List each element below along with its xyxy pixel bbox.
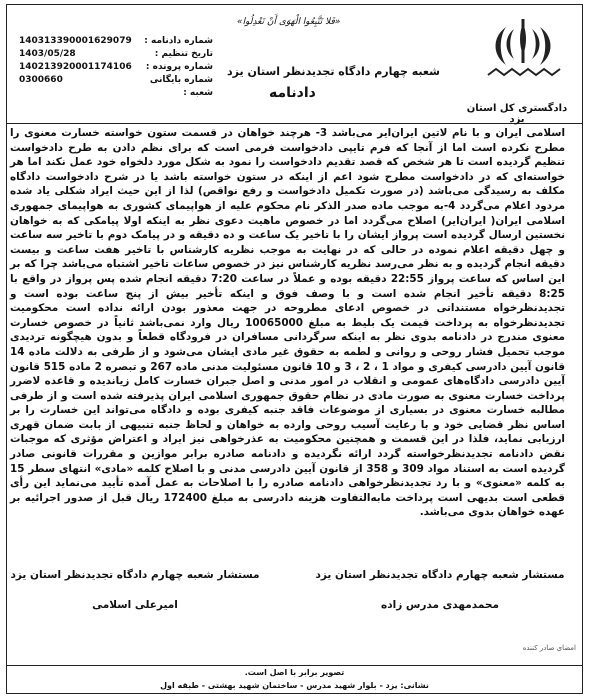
case-meta bbox=[19, 35, 213, 100]
certified-copy-note: تصویر برابر با اصل است. bbox=[244, 668, 345, 677]
signer-name: محمدمهدی مدرس زاده bbox=[381, 599, 499, 611]
signer-title: مستشار شعبه چهارم دادگاه تجدیدنظر استان یزد bbox=[10, 569, 260, 581]
issuer-signature-note: امضای صادر کننده bbox=[522, 644, 576, 652]
meta-label: شماره دادنامه : bbox=[144, 36, 213, 46]
meta-value: 140213920001174106 bbox=[19, 62, 132, 72]
meta-value: 0300660 bbox=[19, 75, 63, 85]
meta-label: شماره بایگانی شعبه : bbox=[149, 75, 213, 98]
document-title: دادنامه bbox=[269, 85, 316, 101]
signer-name: امیرعلی اسلامی bbox=[92, 599, 178, 611]
meta-row-date bbox=[19, 48, 213, 61]
document-footer bbox=[6, 665, 583, 694]
meta-row-case-number bbox=[19, 61, 213, 74]
verdict-body-text: اسلامی ایران و با نام لاتین ایران‌ایر می‌باشد 3- هرچند خواهان در قسمت ستون خواسته خسارت معنوی را مطرح نکرده است اما از آنجا که فرم تایپی دادخواست فرمی است که برای نظم دادن به طرح دادخواست تنظیم گردیده است تا هر شخص که قصد تقدیم دادخواست را نمود به شکل مورد دلخواه خود عمل نکند اما هر خواسته‌ای که در دادخواست مطرح شود اعم از اینکه در ستون خواسته باشد یا در شرح دادخواست دادگاه مکلف به رسیدگی می‌باشد (در صورت تکمیل دادخواست و رفع نواقص) لذا از این حیث ایراد شکلی یاد شده مردود اعلام می‌گردد 4-به موجب ماده صدر الذکر نام محکوم علیه از هواپیمای کشوری به هواپیمای جمهوری اسلامی ایران( ایران‌ایر) اصلاح می‌گردد اما در خصوص ماهیت دعوی نظر به اینکه اولا پیامکی که به خواهان نخستین ارسال گردیده است پرواز ایشان را با تاخیر یک ساعت و ده دقیقه و در پیامک دوم با تاخیر سه ساعت و چهل دقیقه اعلام نموده در حالی که در نهایت به موجب نظریه کارشناس با تاخیر هفت ساعت و بیست دقیقه انجام گردیده و به نظر می‌رسد نظریه کارشناس نیز در خصوص ساعات تاخیر اشتباه می‌باشد چرا که بر این اساس که ساعت پرواز 22:55 دقیقه بوده و عملاً در ساعت 7:20 دقیقه انجام شده پس پرواز در واقع با 8:25 دقیقه تأخیر انجام شده است و با وصف فوق و اینکه تأخیر بیش از پنج ساعت بوده است و تجدیدنظرخواه مستنداتی در خصوص ادعای مطروحه در جهت معذور بودن ارائه نداده است محکومیت تجدیدنظرخواه به پرداخت قیمت یک بلیط به مبلغ 10065000 ریال وارد نمی‌باشد ثانیاً در خصوص خسارت معنوی مندرج در دادنامه بدوی نظر به اینکه سرگردانی مسافران در فرودگاه قطعاً و بدون هیچگونه تردیدی موجب تحمیل فشار روحی و روانی و لطمه به حقوق غیر مادی ایشان می‌شود و از طرفی به دلالت ماده 14 قانون آیین دادرسی کیفری و مواد 1 ، 2 ، 3 و 10 قانون مسئولیت مدنی ماده 267 و تبصره 2 ماده 515 قانون آیین دادرسی دادگاه‌های عمومی و انقلاب در امور مدنی و اصل جبران خسارت کامل زیاندیده و قاعده لاضرر پرداخت خسارت معنوی به صورت مادی در نظام حقوق جمهوری اسلامی ایران پذیرفته شده است و از طرفی مطالبه خسارت معنوی در بسیاری از موضوعات فاقد جنبه کیفری بوده و دادگاه می‌تواند این خسارت را بر اساس نظر قضایی خود و با رعایت آسیب روحی وارده به خواهان و لحاظ جنبه تنبیهی از بابت ضمان قهری ارزیابی نماید، فلذا در این قسمت و همچنین محکومیت به عذرخواهی نیز ایراد و اعتراض مؤثری که موجبات نقض دادنامه تجدیدنظرخواسته گردد ارائه نگردیده و دادنامه صادره برابر موازین و مقررات قانونی صادر گردیده است به استناد مواد 309 و 358 از قانون آیین دادرسی مدنی و با اصلاح کلمه «مادی» انتهای سطر 15 به کلمه «معنوی» و با رد تجدیدنظرخواهی دادنامه صادره را با اصلاحات به عمل آمده تأیید می‌نماید این رأی قطعی است بدیهی است پرداخت مابه‌التفاوت هزینه دادرسی به مبلغ 172400 ریال قبل از صدور اجرائیه بر عهده خواهان بدوی می‌باشد. bbox=[10, 127, 566, 519]
meta-row-archive-number bbox=[19, 74, 213, 100]
document-header bbox=[7, 5, 582, 124]
signer-title: مستشار شعبه چهارم دادگاه تجدیدنظر استان یزد bbox=[315, 569, 565, 581]
meta-value: 140313390001629079 bbox=[19, 36, 132, 46]
iran-emblem-icon bbox=[478, 15, 568, 85]
branch-name: شعبه چهارم دادگاه تجدیدنظر استان یزد bbox=[227, 65, 440, 78]
meta-label: تاریخ تنظیم : bbox=[154, 49, 213, 59]
court-address: نشانی: یزد - بلوار شهید مدرس - ساختمان شهید بهشتی - طبقه اول bbox=[160, 681, 429, 690]
meta-value: 1403/05/28 bbox=[19, 49, 76, 59]
meta-row-verdict-number bbox=[19, 35, 213, 48]
signature-right bbox=[315, 560, 565, 620]
quran-verse: «فَلا تَتَّبِعُوا الْهَوَى أَنْ تَعْدِلُوا» bbox=[237, 17, 341, 27]
court-name: دادگستری کل استان یزد bbox=[466, 103, 568, 125]
signature-left bbox=[10, 560, 260, 620]
meta-label: شماره پرونده : bbox=[145, 62, 213, 72]
